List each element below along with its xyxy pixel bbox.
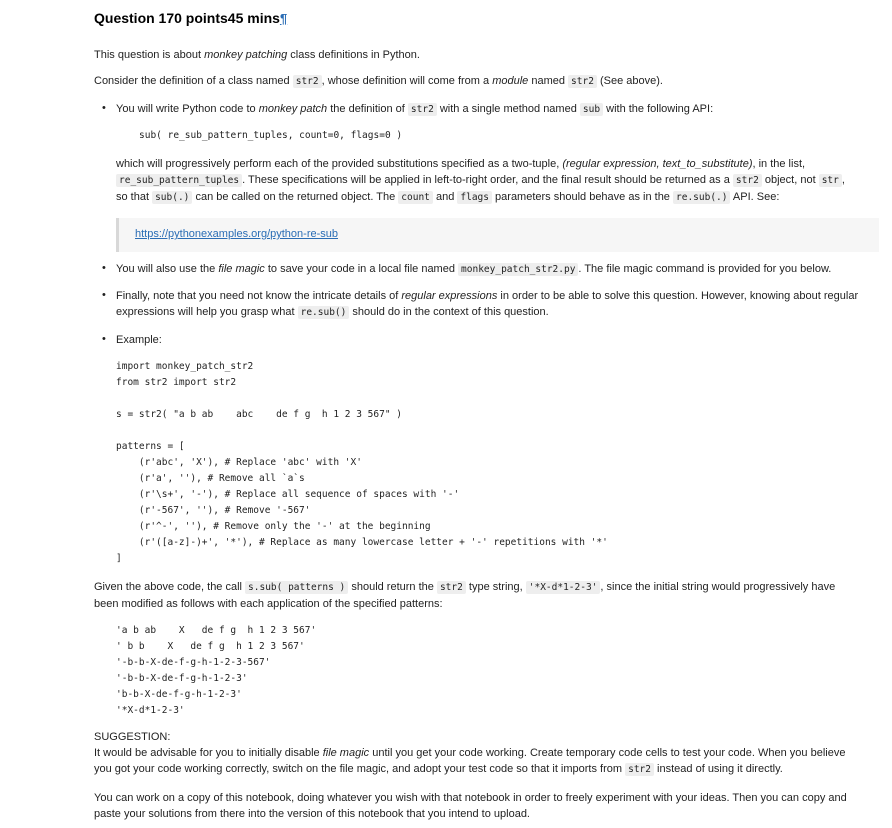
- bullet-2-text: You will also use the file magic to save your code in a local file named monkey_patch_str2.py . The file magic command is provided for you below.: [116, 263, 832, 275]
- bullet-1-text: You will write Python code to monkey patch the definition of str2 with a single method named sub with the following API:: [116, 103, 714, 115]
- api-signature: sub( re_sub_pattern_tuples, count=0, flags=0 ): [139, 130, 403, 141]
- result-paragraph: Given the above code, the call s.sub( patterns ) should return the str2 type string, '*X-d*1-2-3' , since the initial string would progressively have been modified as follows with each application of the specified patterns:: [94, 581, 836, 610]
- bullet-marker: [102, 291, 108, 297]
- anchor-link[interactable]: ¶: [279, 11, 288, 26]
- transformation-steps: 'a b ab X de f g h 1 2 3 567' ' b b X de f g h 1 2 3 567' '-b-b-X-de-f-g-h-1-2-3-567' '-b-b-X-de-f-g-h-1-2-3' 'b-b-X-de-f-g-h-1-2-3' '*X-d*1-2-3': [116, 625, 317, 716]
- bullet-marker: [102, 335, 108, 341]
- example-code-block: import monkey_patch_str2 from str2 import str2 s = str2( "a b ab abc de f g h 1 2 3 567" ) patterns = [ (r'abc', 'X'), # Replace 'abc' with 'X' (r'a', ''), # Remove all `a`s (r'\s+', '-'), # Replace all sequence of spaces with '-' (r'-567', ''), # Remove '-567' (r'^-', ''), # Remove only the '-' at the beginning (r'([a-z]-)+', '*'), # Replace as many lowercase letter + '-' repetitions with '*' ]: [116, 361, 608, 564]
- bullet-3-text: Finally, note that you need not know the intricate details of regular expressions in order to be able to solve this question. However, knowing about regular expressions will help you grasp what re.sub() should do in the context of this question.: [116, 290, 859, 318]
- bullet-marker: [102, 264, 108, 270]
- link-blockquote: [116, 218, 879, 252]
- intro-paragraph-1: This question is about monkey patching class definitions in Python.: [94, 49, 420, 61]
- suggestion-heading: SUGGESTION:: [94, 731, 171, 743]
- bullet-marker: [102, 104, 108, 110]
- question-title: Question 170 points45 mins¶: [94, 10, 288, 26]
- intro-paragraph-2: Consider the definition of a class named str2 , whose definition will come from a module named str2 (See above).: [94, 75, 663, 87]
- python-re-sub-link[interactable]: https://pythonexamples.org/python-re-sub: [135, 228, 339, 240]
- suggestion-paragraph-1: It would be advisable for you to initially disable file magic until you get your code working. Create temporary code cells to test your code. When you believe you got your code working correctly, switch on the file magic, and adopt your test code so that it imports from str2 instead of using it directly.: [94, 747, 846, 775]
- suggestion-paragraph-2: You can work on a copy of this notebook, doing whatever you wish with that notebook in order to freely experiment with your ideas. Then you can copy and paste your solutions from there into the version of this notebook that you intend to upload.: [94, 792, 847, 820]
- example-label: Example:: [116, 334, 162, 346]
- bullet-1-description: which will progressively perform each of the provided substitutions specified as a two-tuple, (regular expression, text_to_substitute), in the list, re_sub_pattern_tuples . These specifications will be applied in left-to-right order, and the final result should be returned as a str2 object, not str , so that sub(.) can be called on the returned object. The count and flags parameters should behave as in the re.sub(.) API. See:: [116, 158, 845, 203]
